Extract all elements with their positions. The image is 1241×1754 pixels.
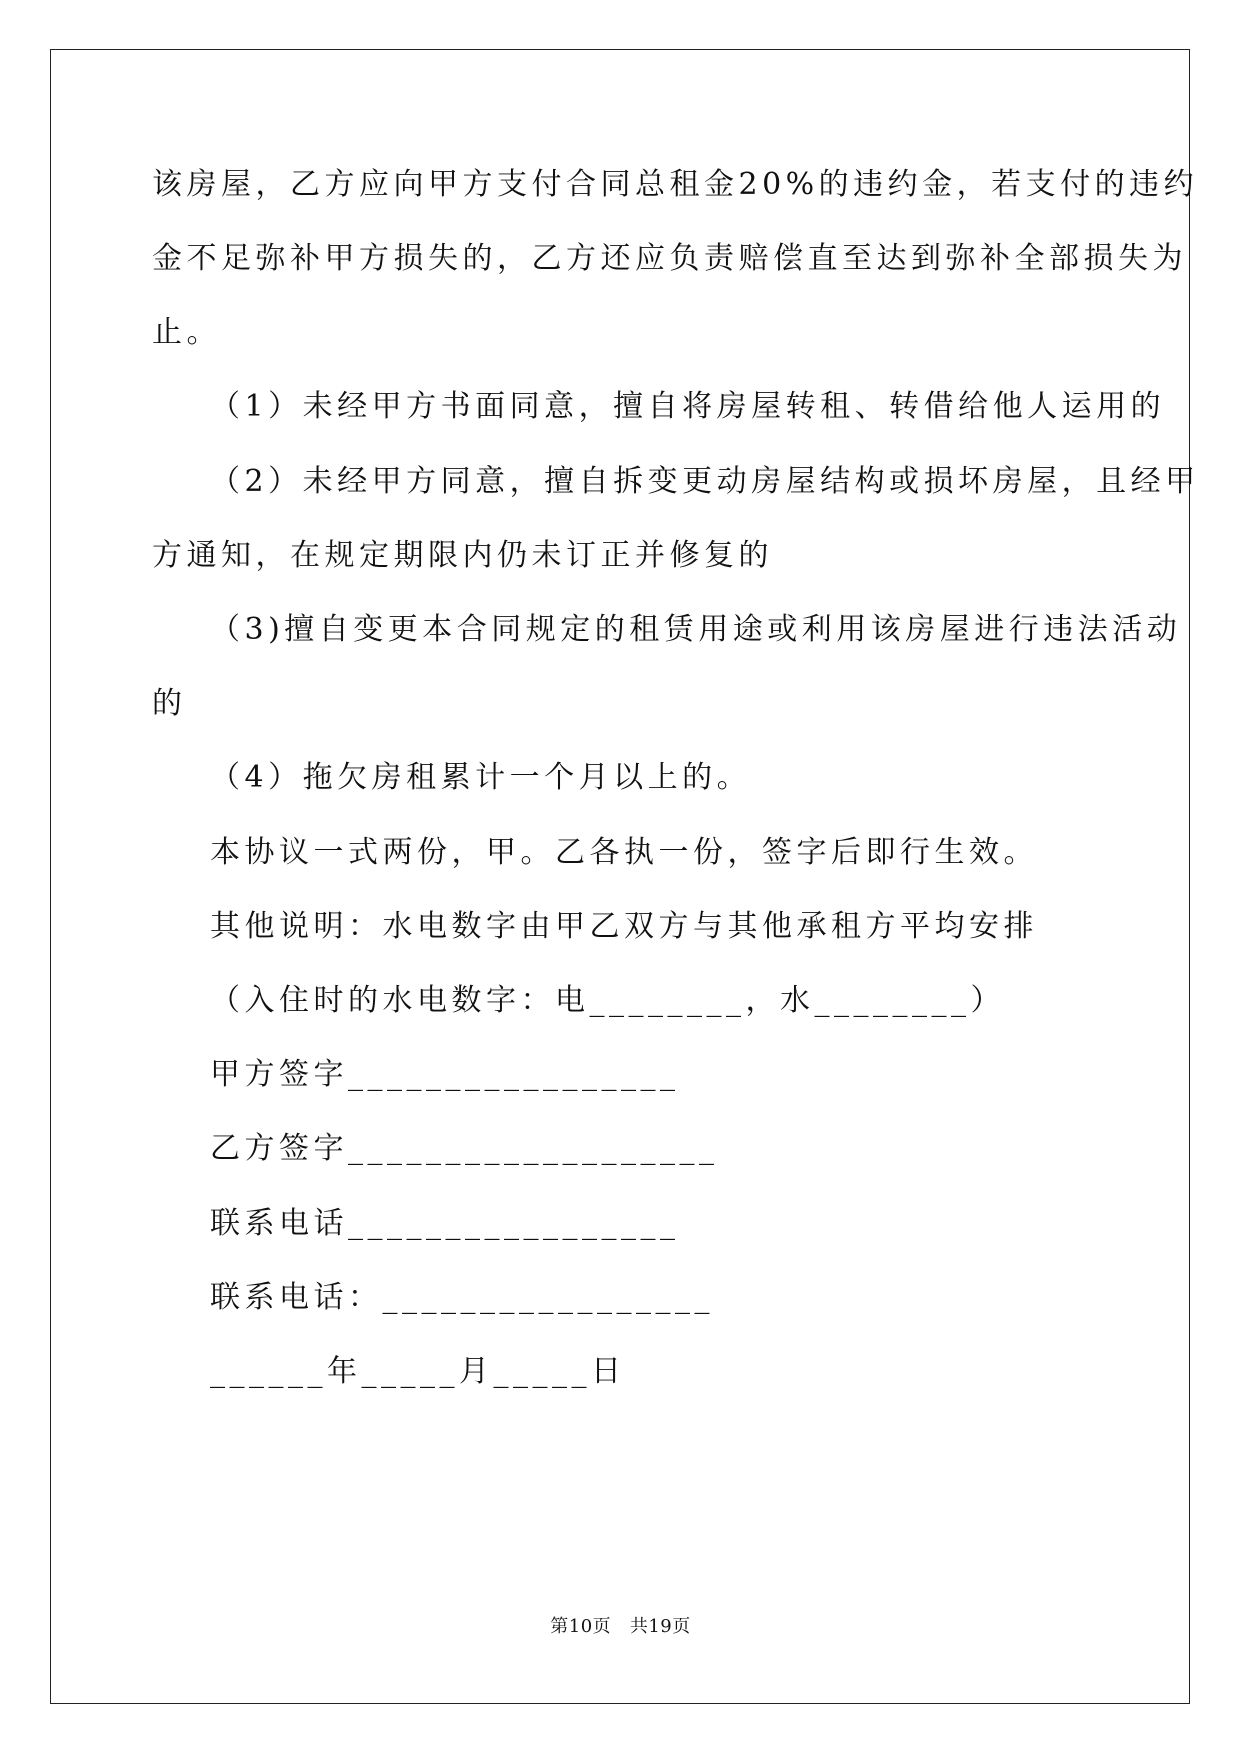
page-number-footer: 第10页 共19页 bbox=[550, 1616, 691, 1637]
utility-readings: （入住时的水电数字：电________，水________） bbox=[210, 983, 1005, 1018]
other-notes: 其他说明：水电数字由甲乙双方与其他承租方平均安排 bbox=[210, 909, 1038, 944]
party-a-signature: 甲方签字_________________ bbox=[210, 1057, 680, 1092]
paragraph-line: 金不足弥补甲方损失的，乙方还应负责赔偿直至达到弥补全部损失为 bbox=[152, 241, 1187, 276]
clause-1: （1）未经甲方书面同意，擅自将房屋转租、转借给他人运用的 bbox=[210, 389, 1166, 424]
agreement-copies: 本协议一式两份，甲。乙各执一份，签字后即行生效。 bbox=[210, 835, 1038, 870]
contact-phone-1: 联系电话_________________ bbox=[210, 1206, 680, 1241]
contact-phone-2: 联系电话：_________________ bbox=[210, 1280, 714, 1315]
paragraph-line: 该房屋，乙方应向甲方支付合同总租金20%的违约金，若支付的违约 bbox=[152, 167, 1199, 202]
date-line: ______年_____月_____日 bbox=[210, 1354, 626, 1389]
party-b-signature: 乙方签字___________________ bbox=[210, 1131, 719, 1166]
paragraph-line: 止。 bbox=[152, 315, 221, 350]
page-border bbox=[50, 49, 1190, 1704]
clause-2-continued: 方通知，在规定期限内仍未订正并修复的 bbox=[152, 538, 773, 573]
clause-4: （4）拖欠房租累计一个月以上的。 bbox=[210, 760, 752, 795]
clause-3-continued: 的 bbox=[152, 686, 187, 721]
clause-3: （3)擅自变更本合同规定的租赁用途或利用该房屋进行违法活动 bbox=[210, 612, 1182, 647]
clause-2: （2）未经甲方同意，擅自拆变更动房屋结构或损坏房屋，且经甲 bbox=[210, 464, 1200, 499]
